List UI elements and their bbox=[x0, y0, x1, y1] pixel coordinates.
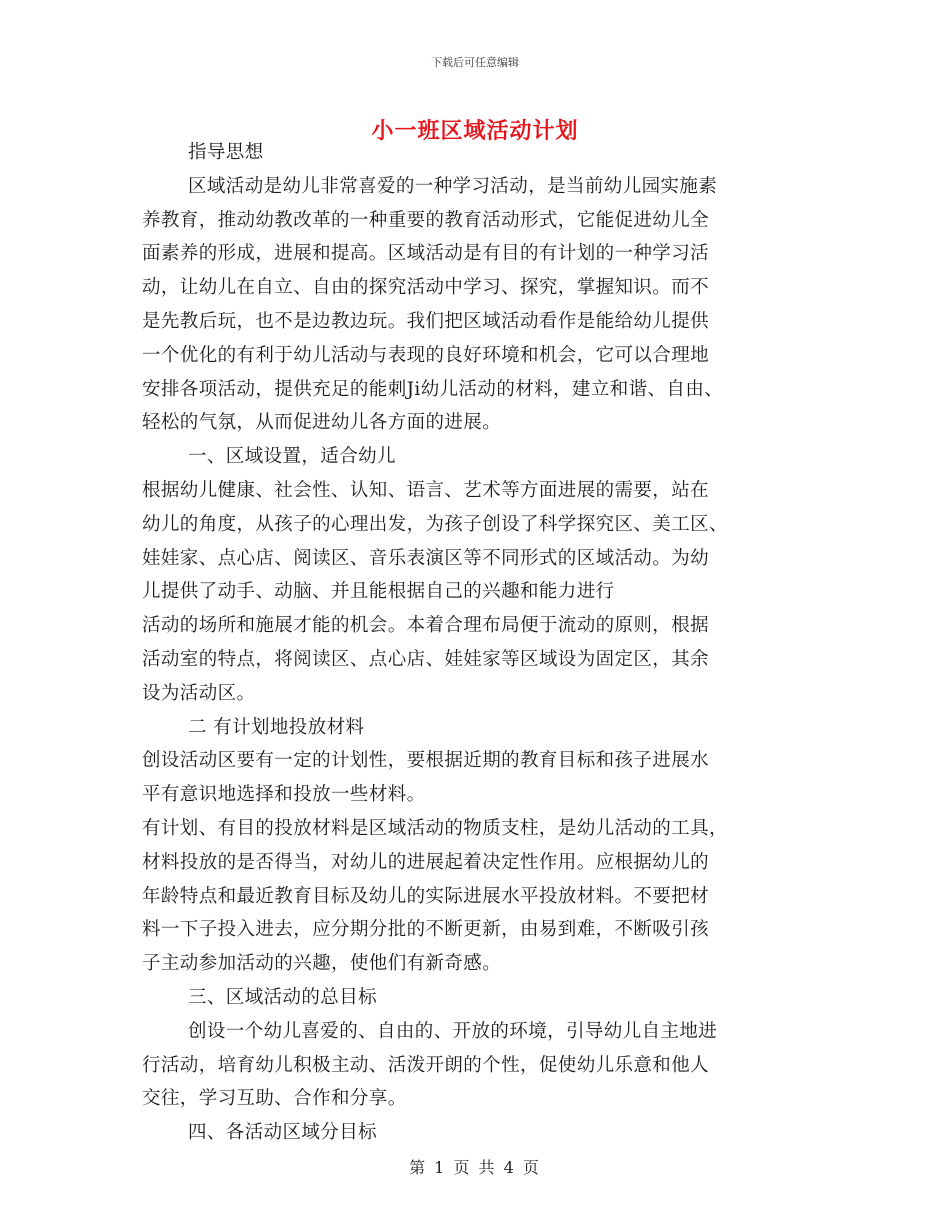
text-line: 活动室的特点，将阅读区、点心店、娃娃家等区域设为固定区，其余 bbox=[142, 648, 710, 670]
text-line: 指导思想 bbox=[188, 142, 264, 163]
document-title: 小一班区域活动计划 bbox=[371, 118, 579, 144]
text-line: 根据幼儿健康、社会性、认知、语言、艺术等方面进展的需要，站在 bbox=[142, 479, 710, 501]
text-line: 行活动，培育幼儿积极主动、活泼开朗的个性，促使幼儿乐意和他人 bbox=[142, 1054, 710, 1076]
text-line: 安排各项活动，提供充足的能刺Ji幼儿活动的材料，建立和谐、自由、 bbox=[142, 378, 724, 400]
text-line: 面素养的形成，进展和提高。区域活动是有目的有计划的一种学习活 bbox=[142, 243, 710, 265]
text-line: 设为活动区。 bbox=[142, 682, 256, 704]
text-line: 娃娃家、点心店、阅读区、音乐表演区等不同形式的区域活动。为幼 bbox=[142, 547, 710, 569]
text-line: 创设一个幼儿喜爱的、自由的、开放的环境，引导幼儿自主地进 bbox=[188, 1020, 718, 1042]
page-footer: 第 1 页 共 4 页 bbox=[409, 1158, 541, 1177]
text-line: 有计划、有目的投放材料是区域活动的物质支柱，是幼儿活动的工具， bbox=[142, 817, 728, 839]
text-line: 创设活动区要有一定的计划性，要根据近期的教育目标和孩子进展水 bbox=[142, 750, 710, 772]
header-note: 下载后可任意编辑 bbox=[431, 56, 519, 69]
text-line: 一个优化的有利于幼儿活动与表现的良好环境和机会，它可以合理地 bbox=[142, 344, 710, 366]
text-line: 轻松的气氛，从而促进幼儿各方面的进展。 bbox=[142, 412, 502, 434]
text-line: 料一下子投入进去，应分期分批的不断更新，由易到难，不断吸引孩 bbox=[142, 919, 710, 941]
text-line: 材料投放的是否得当，对幼儿的进展起着决定性作用。应根据幼儿的 bbox=[142, 851, 710, 873]
document-body bbox=[142, 136, 822, 1150]
text-line: 区域活动是幼儿非常喜爱的一种学习活动，是当前幼儿园实施素 bbox=[188, 175, 718, 197]
text-line: 四、各活动区域分目标 bbox=[188, 1122, 378, 1144]
text-line: 年龄特点和最近教育目标及幼儿的实际进展水平投放材料。不要把材 bbox=[142, 885, 710, 907]
text-line: 二 有计划地投放材料 bbox=[188, 716, 365, 738]
text-line: 动，让幼儿在自立、自由的探究活动中学习、探究，掌握知识。而不 bbox=[142, 277, 710, 299]
text-line: 子主动参加活动的兴趣，使他们有新奇感。 bbox=[142, 953, 502, 975]
text-line: 平有意识地选择和投放一些材料。 bbox=[142, 784, 426, 806]
text-line: 活动的场所和施展才能的机会。本着合理布局便于流动的原则，根据 bbox=[142, 615, 710, 637]
text-line: 养教育，推动幼教改革的一种重要的教育活动形式，它能促进幼儿全 bbox=[142, 209, 710, 231]
text-line: 是先教后玩，也不是边教边玩。我们把区域活动看作是能给幼儿提供 bbox=[142, 310, 710, 332]
text-line: 儿提供了动手、动脑、并且能根据自己的兴趣和能力进行 bbox=[142, 581, 615, 603]
text-line: 幼儿的角度，从孩子的心理出发，为孩子创设了科学探究区、美工区、 bbox=[142, 513, 728, 535]
text-line: 一、区域设置，适合幼儿 bbox=[188, 446, 396, 468]
text-line: 交往，学习互助、合作和分享。 bbox=[142, 1088, 407, 1110]
text-line: 三、区域活动的总目标 bbox=[188, 986, 378, 1008]
